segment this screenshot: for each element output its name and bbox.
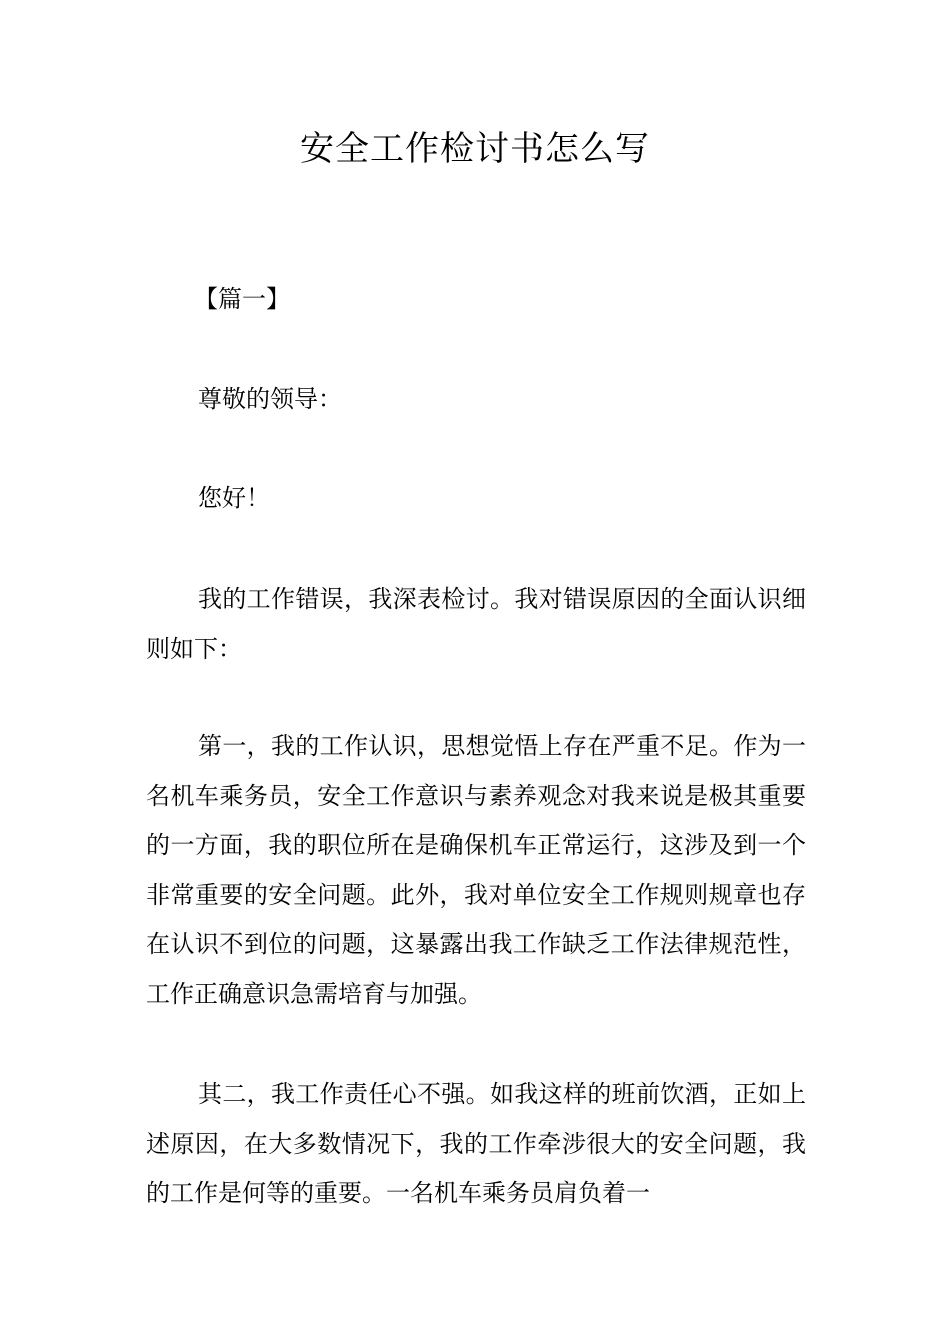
paragraph-first-point: 第一，我的工作认识，思想觉悟上存在严重不足。作为一名机车乘务员，安全工作意识与素养观念对我来说是极其重要的一方面，我的职位所在是确保机车正常运行，这涉及到一个非常重要的安全问题。此外，我对单位安全工作规则规章也存在认识不到位的问题，这暴露出我工作缺乏工作法律规范性，工作正确意识急需培育与加强。 [146, 732, 806, 1008]
section-label: 【篇一】 [194, 285, 290, 313]
paragraph-second-point: 其二，我工作责任心不强。如我这样的班前饮酒，正如上述原因，在大多数情况下，我的工作牵涉很大的安全问题，我的工作是何等的重要。一名机车乘务员肩负着一 [146, 1080, 806, 1207]
salutation: 尊敬的领导： [198, 385, 342, 413]
greeting: 您好！ [198, 484, 270, 512]
paragraph-intro: 我的工作错误，我深表检讨。我对错误原因的全面认识细则如下： [146, 585, 806, 663]
document-title: 安全工作检讨书怎么写 [300, 129, 650, 169]
